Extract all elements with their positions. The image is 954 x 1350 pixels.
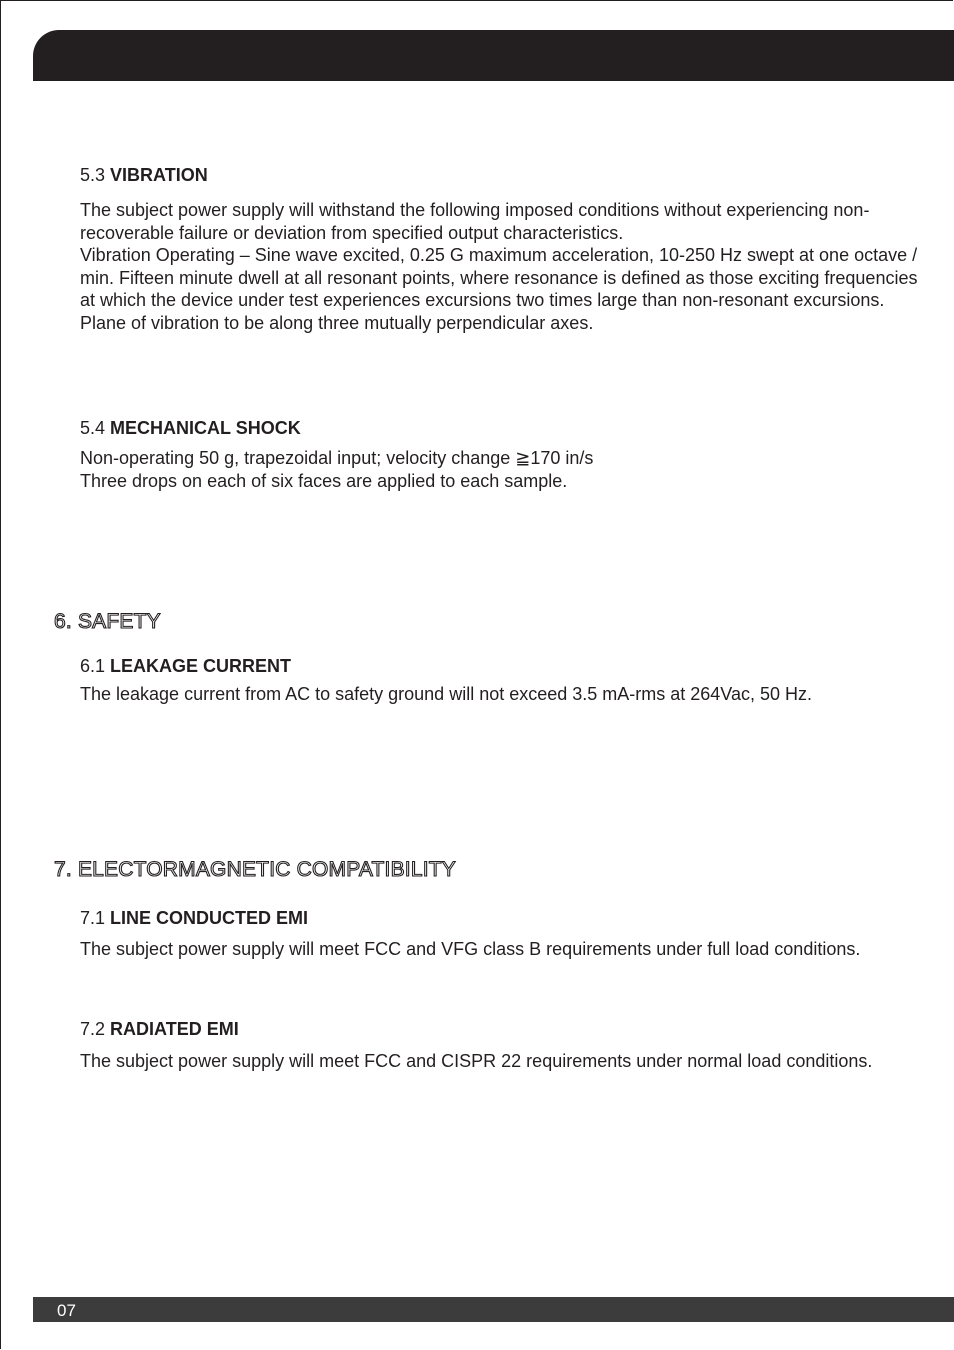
subsection-title: VIBRATION — [110, 165, 208, 185]
subsection-title: LEAKAGE CURRENT — [110, 656, 292, 676]
vibration-text — [80, 199, 930, 335]
subsection-number: 5.3 — [80, 165, 106, 185]
section-heading-safety: 6. SAFETY — [54, 610, 161, 633]
subsection-heading-radiated-emi — [80, 1018, 239, 1040]
subsection-title: MECHANICAL SHOCK — [110, 418, 301, 438]
footer-bar — [33, 1297, 954, 1322]
subsection-title: RADIATED EMI — [110, 1019, 239, 1039]
paragraph: The subject power supply will withstand the following imposed conditions without experiencing non-recoverable failure or deviation from specified output characteristics. — [80, 200, 870, 243]
paragraph: Three drops on each of six faces are applied to each sample. — [80, 470, 568, 491]
radiated-emi-text — [80, 1050, 930, 1073]
subsection-title: LINE CONDUCTED EMI — [110, 908, 309, 928]
paragraph: The leakage current from AC to safety ground will not exceed 3.5 mA-rms at 264Vac, 50 Hz. — [80, 684, 813, 704]
subsection-number: 7.2 — [80, 1019, 106, 1039]
subsection-number: 6.1 — [80, 656, 106, 676]
paragraph: The subject power supply will meet FCC and VFG class B requirements under full load conditions. — [80, 939, 861, 959]
paragraph: The subject power supply will meet FCC and CISPR 22 requirements under normal load conditions. — [80, 1051, 873, 1071]
subsection-number: 5.4 — [80, 418, 106, 438]
mechanical-shock-text — [80, 447, 930, 492]
subsection-number: 7.1 — [80, 908, 106, 928]
paragraph: Vibration Operating – Sine wave excited, 0.25 G maximum acceleration, 10-250 Hz swept at one octave / min. Fifteen minute dwell at all resonant points, where resonance is defined as those exciting frequencies at which the device under test experiences excursions two times large than non-resonant excursions. — [80, 245, 918, 311]
section-heading-emc: 7. ELECTORMAGNETIC COMPATIBILITY — [54, 858, 456, 881]
page-number: 07 — [57, 1301, 76, 1320]
subsection-heading-leakage-current — [80, 655, 291, 677]
paragraph: Plane of vibration to be along three mutually perpendicular axes. — [80, 312, 594, 333]
subsection-heading-mechanical-shock — [80, 417, 301, 439]
header-bar — [33, 30, 954, 81]
subsection-heading-line-conducted-emi — [80, 907, 308, 929]
leakage-current-text — [80, 683, 930, 706]
paragraph: Non-operating 50 g, trapezoidal input; velocity change ≧170 in/s — [80, 448, 594, 468]
line-conducted-emi-text — [80, 938, 930, 961]
subsection-heading-vibration — [80, 164, 208, 186]
